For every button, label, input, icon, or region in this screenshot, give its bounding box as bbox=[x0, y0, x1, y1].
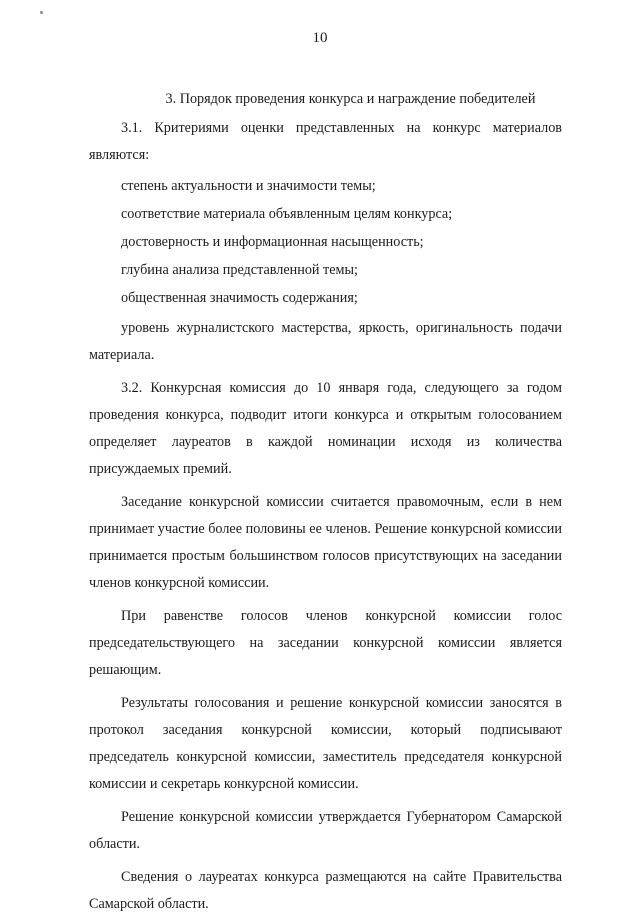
criterion-item: общественная значимость содержания; bbox=[121, 290, 358, 306]
page-number: 10 bbox=[312, 30, 328, 46]
criterion-item: глубина анализа представленной темы; bbox=[121, 262, 359, 278]
paragraph-approval: Решение конкурсной комиссии утверждается Губернатором Самарской области. bbox=[89, 809, 562, 852]
document-body bbox=[89, 87, 562, 924]
paragraph-publication: Сведения о лауреатах конкурса размещаются на сайте Правительства Самарской области. bbox=[89, 869, 562, 912]
criterion-item: соответствие материала объявленным целям конкурса; bbox=[121, 206, 453, 222]
section-heading: 3. Порядок проведения конкурса и награждение победителей bbox=[165, 91, 536, 107]
criterion-item: степень актуальности и значимости темы; bbox=[121, 178, 376, 194]
scan-dot bbox=[40, 11, 43, 14]
paragraph-protocol: Результаты голосования и решение конкурсной комиссии заносятся в протокол заседания конкурсной комиссии, который подписывают председатель конкурсной комиссии, заместитель председателя конкурсной комиссии и секретарь конкурсной комиссии. bbox=[89, 695, 562, 792]
criterion-item: уровень журналистского мастерства, яркость, оригинальность подачи материала. bbox=[89, 320, 562, 363]
criteria-intro: 3.1. Критериями оценки представленных на конкурс материалов являются: bbox=[89, 120, 562, 163]
paragraph-quorum: Заседание конкурсной комиссии считается правомочным, если в нем принимает участие более половины ее членов. Решение конкурсной комиссии принимается простым большинством голосов присутствующих на заседании членов конкурсной комиссии. bbox=[89, 494, 562, 591]
criterion-item: достоверность и информационная насыщенность; bbox=[121, 234, 424, 250]
paragraph-tie-vote: При равенстве голосов членов конкурсной комиссии голос председательствующего на заседании конкурсной комиссии является решающим. bbox=[89, 608, 562, 678]
paragraph-results: 3.2. Конкурсная комиссия до 10 января года, следующего за годом проведения конкурса, подводит итоги конкурса и открытым голосованием определяет лауреатов в каждой номинации исходя из количества присуждаемых премий. bbox=[89, 380, 562, 477]
